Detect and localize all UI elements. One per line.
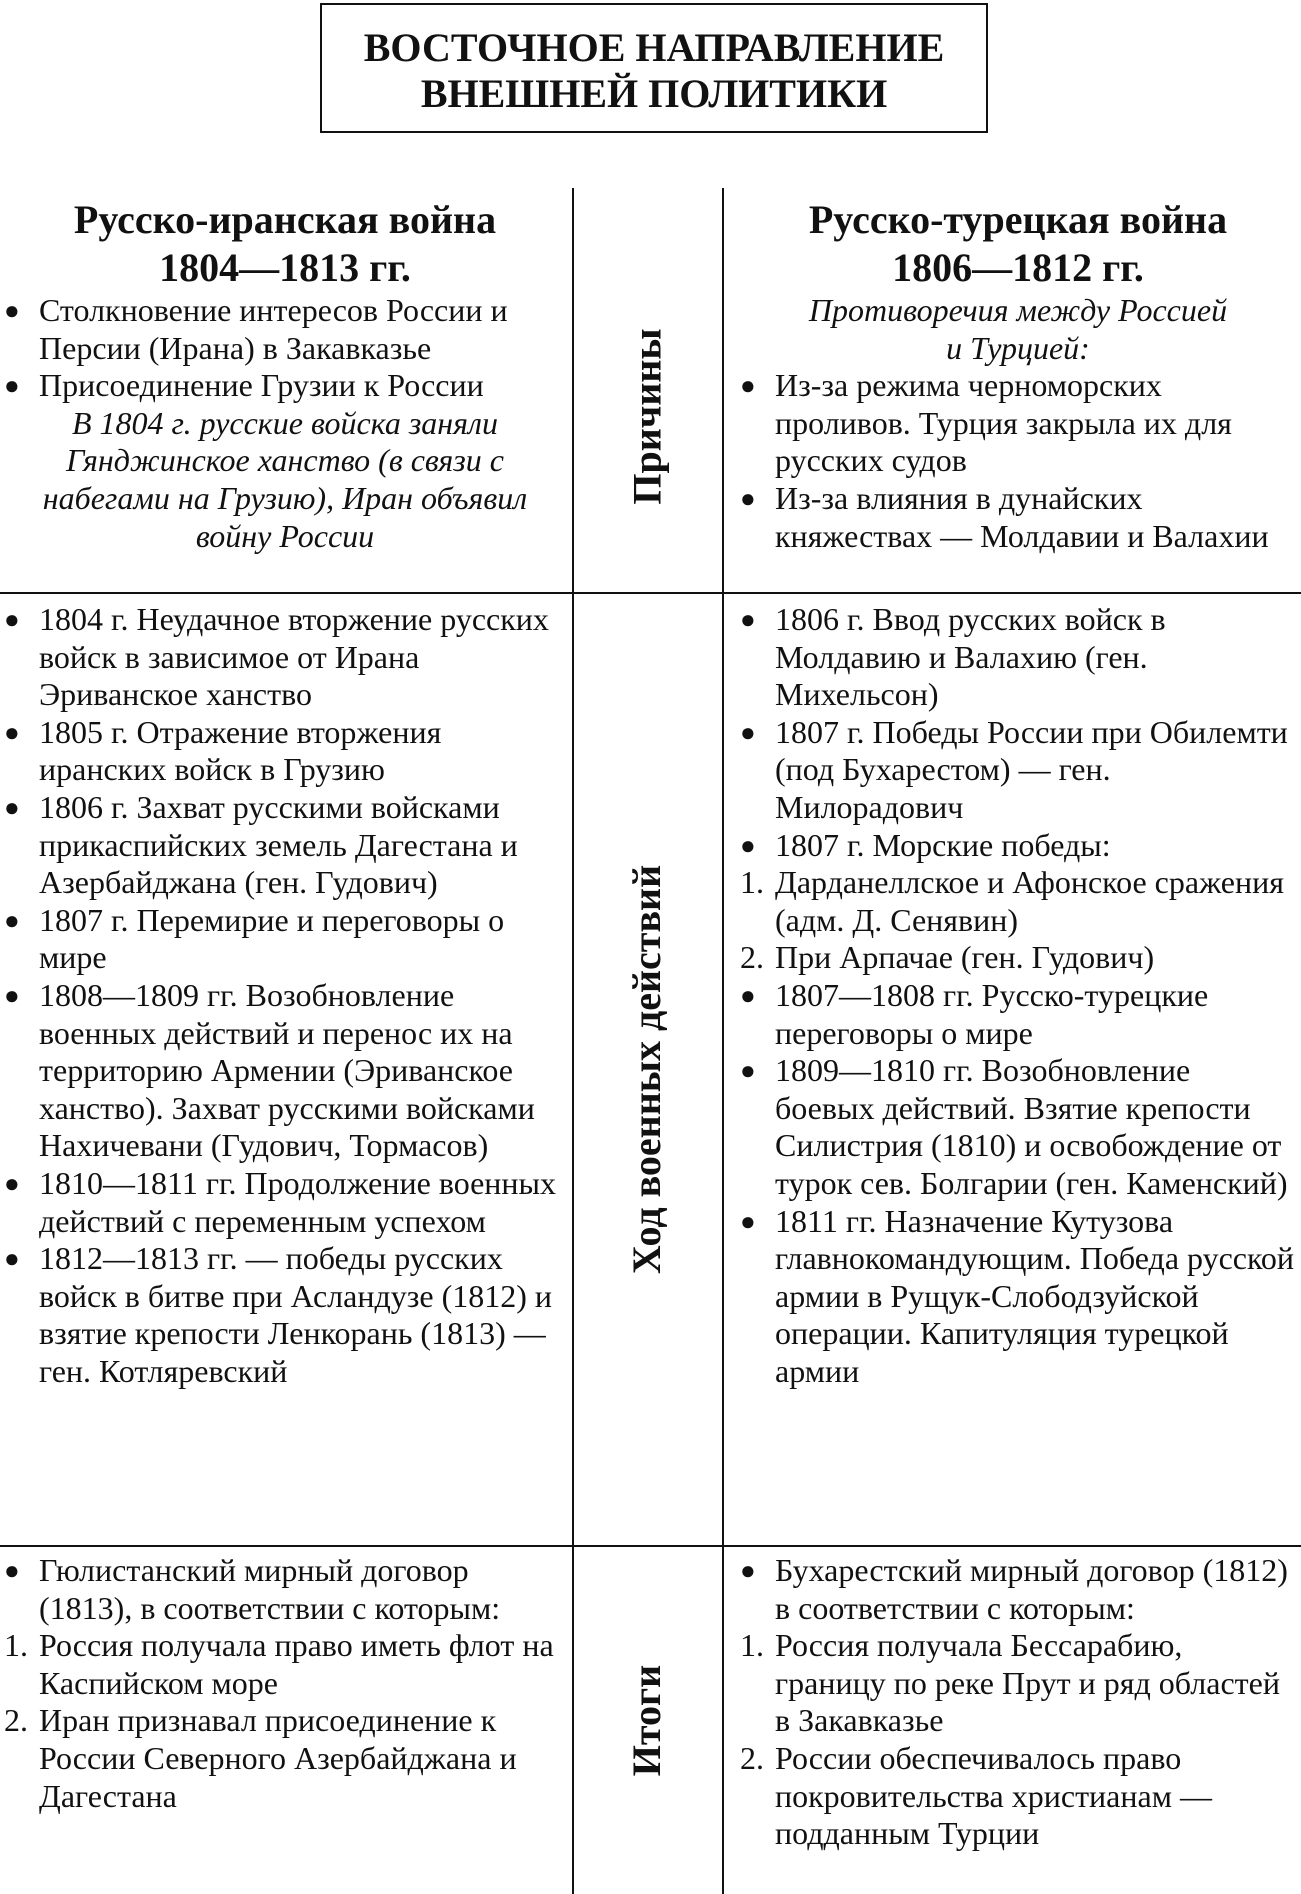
left-causes-note: В 1804 г. русские войска заняли Гянджинское ханство (в связи с набегами на Грузию), Иран объявил войну России xyxy=(42,404,528,554)
left-course-cell xyxy=(4,601,566,1390)
left-result-item xyxy=(4,1627,566,1702)
left-course-item: ● 1804 г. Неудачное вторжение русских войск в зависимое от Ирана Эриванское ханство xyxy=(4,601,566,714)
right-result-text: России обеспечивалось право покровительства христианам — подданным Турции xyxy=(775,1739,1212,1852)
right-result-number: 2. xyxy=(740,1739,764,1776)
column-divider-left xyxy=(572,188,574,1894)
right-course-item: ● 1807 г. Морские победы: xyxy=(740,827,1296,865)
row-label-course-cell xyxy=(587,594,707,1545)
left-cause-item: ● Присоединение Грузии к России xyxy=(4,367,566,405)
right-course-subitem xyxy=(740,939,1296,977)
row-label-course: Ход военных действий xyxy=(624,864,670,1275)
left-course-item: ● 1810—1811 гг. Продолжение военных действий с переменным успехом xyxy=(4,1165,566,1240)
left-course-item: ● 1807 г. Перемирие и переговоры о мире xyxy=(4,902,566,977)
column-divider-right xyxy=(722,188,724,1894)
title-line-2: ВНЕШНЕЙ ПОЛИТИКИ xyxy=(420,71,888,116)
row-label-causes: Причины xyxy=(624,327,670,505)
right-results-intro: ● Бухарестский мирный договор (1812) в соответствии с которым: xyxy=(740,1552,1296,1627)
right-course-item: ● 1807 г. Победы России при Обилемти (под Бухарестом) — ген. Милорадович xyxy=(740,714,1296,827)
right-causes-intro: Противоречия между Россией и Турцией: xyxy=(808,292,1228,366)
left-heading-line-1: Русско-иранская война xyxy=(73,197,497,242)
right-results-cell xyxy=(740,1552,1296,1853)
page-title xyxy=(320,3,988,133)
right-heading-line-2: 1806—1812 гг. xyxy=(892,245,1144,290)
left-results-cell xyxy=(4,1552,566,1815)
left-result-item xyxy=(4,1702,566,1815)
left-causes-cell xyxy=(4,196,566,555)
left-result-number: 2. xyxy=(4,1702,28,1739)
right-result-number: 1. xyxy=(740,1627,764,1664)
right-course-subitem-text: При Арпачае (ген. Гудович) xyxy=(775,939,1155,976)
row-label-causes-cell xyxy=(587,240,707,592)
right-result-item xyxy=(740,1740,1296,1853)
right-cause-item: ● Из-за влияния в дунайских княжествах — Молдавии и Валахии xyxy=(740,480,1296,555)
row-label-results-cell xyxy=(587,1547,707,1894)
row-label-results: Итоги xyxy=(624,1664,670,1777)
right-course-item: ● 1809—1810 гг. Возобновление боевых действий. Взятие крепости Силистрия (1810) и освобождение от турок сев. Болгарии (ген. Каменский) xyxy=(740,1052,1296,1202)
title-line-1: ВОСТОЧНОЕ НАПРАВЛЕНИЕ xyxy=(363,25,945,70)
left-heading-line-2: 1804—1813 гг. xyxy=(159,245,411,290)
left-course-item: ● 1806 г. Захват русскими войсками прикаспийских земель Дагестана и Азербайджана (ген. Гудович) xyxy=(4,789,566,902)
right-course-cell xyxy=(740,601,1296,1390)
right-course-item: ● 1811 гг. Назначение Кутузова главнокомандующим. Победа русской армии в Рущук-Слободзуйской операции. Капитуляция турецкой армии xyxy=(740,1203,1296,1391)
left-course-item: ● 1805 г. Отражение вторжения иранских войск в Грузию xyxy=(4,714,566,789)
left-heading xyxy=(4,196,566,292)
right-course-item: ● 1806 г. Ввод русских войск в Молдавию и Валахию (ген. Михельсон) xyxy=(740,601,1296,714)
left-cause-item: ● Столкновение интересов России и Персии (Ирана) в Закавказье xyxy=(4,292,566,367)
left-result-number: 1. xyxy=(4,1627,28,1664)
right-cause-item: ● Из-за режима черноморских проливов. Турция закрыла их для русских судов xyxy=(740,367,1296,480)
left-course-item: ● 1808—1809 гг. Возобновление военных действий и перенос их на территорию Армении (Эриванское ханство). Захват русскими войсками Нахичевани (Гудович, Тормасов) xyxy=(4,977,566,1165)
right-course-item: ● 1807—1808 гг. Русско-турецкие переговоры о мире xyxy=(740,977,1296,1052)
left-result-text: Россия получала право иметь флот на Каспийском море xyxy=(39,1627,554,1701)
right-heading-line-1: Русско-турецкая война xyxy=(808,197,1228,242)
right-course-subitem-number: 1. xyxy=(740,864,764,901)
right-course-subitem-text: Дарданеллское и Афонское сражения (адм. Д. Сенявин) xyxy=(775,864,1284,938)
left-result-text: Иран признавал присоединение к России Северного Азербайджана и Дагестана xyxy=(39,1702,517,1814)
right-causes-cell xyxy=(740,196,1296,555)
right-result-item xyxy=(740,1627,1296,1740)
right-course-subitem-number: 2. xyxy=(740,939,764,976)
left-course-item: ● 1812—1813 гг. — победы русских войск в битве при Асландузе (1812) и взятие крепости Ленкорань (1813) — ген. Котляревский xyxy=(4,1240,566,1390)
right-course-subitem xyxy=(740,864,1296,939)
left-results-intro: ● Гюлистанский мирный договор (1813), в соответствии с которым: xyxy=(4,1552,566,1627)
right-heading xyxy=(740,196,1296,292)
right-result-text: Россия получала Бессарабию, границу по реке Прут и ряд областей в Закавказье xyxy=(775,1627,1280,1739)
